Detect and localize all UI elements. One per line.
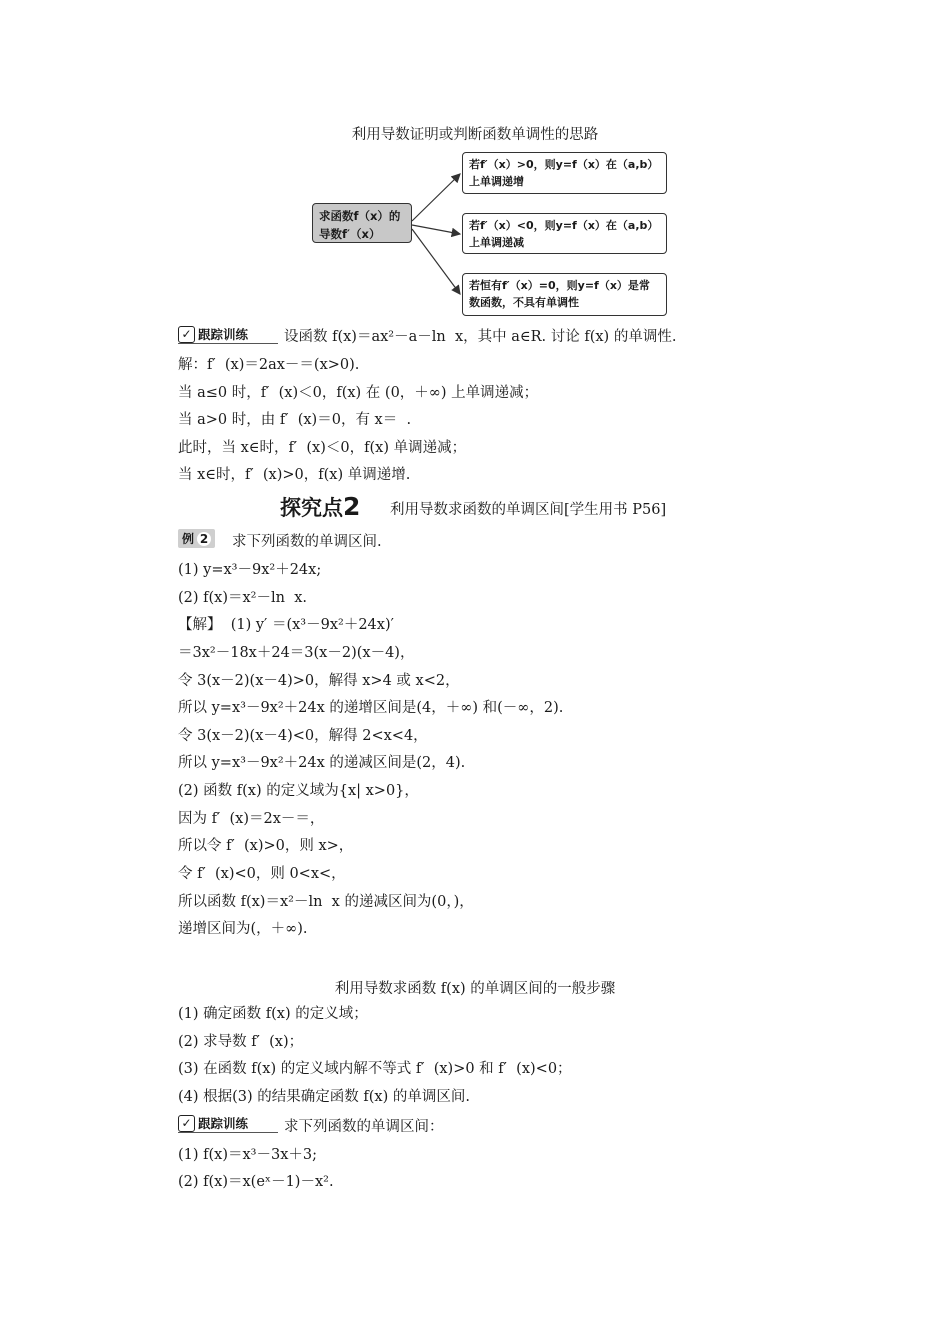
branch-3-line1: 若恒有f′（x）=0，则y=f（x）是常 — [469, 279, 650, 292]
steps-title: 利用导数求函数 f(x) 的单调区间的一般步骤 — [334, 981, 616, 997]
training2-line-2: (2) f(x)＝x(eˣ－1)－x². — [178, 1174, 334, 1190]
example2-line-2: (2) f(x)＝x²－ln x. — [178, 590, 307, 606]
example-badge — [178, 529, 215, 548]
badge-underline — [178, 1132, 278, 1133]
training-badge-1 — [178, 325, 248, 343]
branch-1-line1: 若f′（x）>0，则y=f（x）在（a,b） — [469, 158, 659, 171]
steps-line-3: (3) 在函数 f(x) 的定义域内解不等式 f′ (x)>0 和 f′ (x)<0； — [178, 1061, 572, 1077]
example2-line-9: (2) 函数 f(x) 的定义域为{x| x>0}， — [178, 783, 419, 799]
example2-line-12: 令 f′ (x)<0，则 0<x<， — [178, 866, 346, 882]
training2-line-1: (1) f(x)＝x³－3x＋3; — [178, 1147, 318, 1163]
example2-line-13: 所以函数 f(x)＝x²－ln x 的递减区间为(0，)， — [178, 894, 474, 910]
example2-line-3: 【解】 (1) y′ ＝(x³－9x²＋24x)′ — [178, 617, 394, 633]
example2-line-11: 所以令 f′ (x)>0，则 x>， — [178, 838, 354, 854]
steps-line-1: (1) 确定函数 f(x) 的定义域； — [178, 1006, 368, 1022]
steps-line-2: (2) 求导数 f′ (x)； — [178, 1034, 304, 1050]
training2-question: 求下列函数的单调区间： — [284, 1119, 444, 1135]
check-icon: ✓ — [178, 1115, 195, 1132]
example2-line-14: 递增区间为(，＋∞). — [178, 921, 308, 937]
arrow-2 — [412, 225, 460, 234]
training1-line-2: 当 a≤0 时，f′ (x)＜0，f(x) 在 (0，＋∞) 上单调递减； — [178, 385, 539, 401]
example2-line-8: 所以 y=x³－9x²＋24x 的递减区间是(2，4). — [178, 755, 466, 771]
section-heading — [280, 492, 360, 522]
steps-line-4: (4) 根据(3) 的结果确定函数 f(x) 的单调区间. — [178, 1089, 470, 1105]
example-label: 例 — [182, 532, 195, 546]
example2-line-7: 令 3(x－2)(x－4)<0，解得 2<x<4， — [178, 728, 428, 744]
diagram-branch-increase — [462, 152, 667, 194]
training-badge-2 — [178, 1114, 248, 1132]
training1-question: 设函数 f(x)＝ax²－a－ln x，其中 a∈R. 讨论 f(x) 的单调性. — [284, 329, 677, 345]
example2-line-1: (1) y=x³－9x²＋24x; — [178, 562, 322, 578]
branch-3-line2: 数函数，不具有单调性 — [469, 296, 579, 309]
branch-1-line2: 上单调递增 — [469, 175, 524, 188]
section-label: 探究点 — [280, 496, 343, 520]
training1-line-4: 此时，当 x∈时，f′ (x)＜0，f(x) 单调递减； — [178, 440, 467, 456]
branch-2-line2: 上单调递减 — [469, 236, 524, 249]
diagram-branch-constant — [462, 273, 667, 316]
example2-line-6: 所以 y=x³－9x²＋24x 的递增区间是(4，＋∞) 和(－∞，2). — [178, 700, 564, 716]
diagram-root — [312, 203, 412, 243]
example-number: 2 — [197, 532, 211, 546]
training1-line-3: 当 a>0 时，由 f′ (x)＝0，有 x＝ . — [178, 412, 412, 428]
check-icon: ✓ — [178, 326, 195, 343]
diagram-root-line1: 求函数f（x）的 — [319, 209, 401, 223]
example2-line-10: 因为 f′ (x)＝2x－＝， — [178, 811, 325, 827]
section-number: 2 — [343, 492, 361, 521]
training1-line-5: 当 x∈时，f′ (x)>0，f(x) 单调递增. — [178, 467, 411, 483]
example2-line-4: ＝3x²－18x＋24＝3(x－2)(x－4)， — [178, 645, 415, 661]
badge-underline — [178, 343, 278, 344]
training1-line-1: 解：f′ (x)＝2ax－＝(x>0). — [178, 357, 360, 373]
example2-question: 求下列函数的单调区间. — [232, 534, 382, 550]
diagram-branch-decrease — [462, 213, 667, 254]
diagram-root-line2: 导数f′（x） — [319, 227, 381, 241]
section-title: 利用导数求函数的单调区间[学生用书 P56] — [390, 502, 667, 518]
arrow-3 — [412, 229, 460, 294]
training-badge-label: 跟踪训练 — [198, 327, 249, 342]
training-badge-label: 跟踪训练 — [198, 1116, 249, 1131]
arrow-1 — [412, 174, 460, 221]
example2-line-5: 令 3(x－2)(x－4)>0，解得 x>4 或 x<2， — [178, 673, 460, 689]
branch-2-line1: 若f′（x）<0，则y=f（x）在（a,b） — [469, 219, 659, 232]
diagram-title: 利用导数证明或判断函数单调性的思路 — [351, 127, 599, 143]
